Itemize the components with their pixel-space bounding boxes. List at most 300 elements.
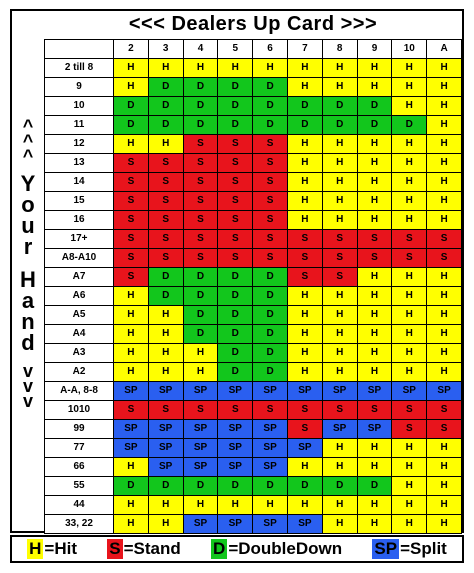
action-cell: H <box>392 135 427 154</box>
action-cell: S <box>183 173 218 192</box>
action-cell: H <box>322 173 357 192</box>
action-cell: H <box>183 59 218 78</box>
hand-row <box>45 382 462 401</box>
down-arrow-icon: v <box>22 376 33 396</box>
action-cell: S <box>253 135 288 154</box>
action-cell: H <box>357 325 392 344</box>
action-cell: H <box>427 477 462 496</box>
hand-label: 11 <box>45 116 114 135</box>
action-cell: S <box>183 249 218 268</box>
action-cell: S <box>114 268 149 287</box>
hand-label: 2 till 8 <box>45 59 114 78</box>
action-cell: D <box>392 116 427 135</box>
action-cell: D <box>148 477 183 496</box>
action-cell: H <box>322 306 357 325</box>
action-cell: H <box>357 78 392 97</box>
hand-row <box>45 211 462 230</box>
action-cell: H <box>148 344 183 363</box>
action-cell: S <box>253 230 288 249</box>
action-cell: S <box>357 401 392 420</box>
action-cell: H <box>253 59 288 78</box>
legend-key: H <box>29 539 42 558</box>
action-cell: H <box>183 344 218 363</box>
action-cell: H <box>114 306 149 325</box>
action-cell: S <box>218 173 253 192</box>
action-cell: H <box>357 192 392 211</box>
action-cell: H <box>114 135 149 154</box>
hand-label: 13 <box>45 154 114 173</box>
action-cell: H <box>322 192 357 211</box>
action-cell: D <box>218 363 253 382</box>
action-cell: S <box>392 420 427 439</box>
action-cell: H <box>148 135 183 154</box>
action-cell: SP <box>218 515 253 534</box>
hand-label: 16 <box>45 211 114 230</box>
action-cell: H <box>357 496 392 515</box>
action-cell: H <box>322 439 357 458</box>
action-cell: S <box>218 154 253 173</box>
action-cell: H <box>392 515 427 534</box>
action-cell: H <box>322 154 357 173</box>
hand-label: 9 <box>45 78 114 97</box>
action-cell: SP <box>218 439 253 458</box>
action-cell: SP <box>253 439 288 458</box>
action-cell: SP <box>114 420 149 439</box>
action-cell: H <box>253 496 288 515</box>
action-cell: SP <box>114 439 149 458</box>
action-cell: H <box>392 325 427 344</box>
action-cell: S <box>322 230 357 249</box>
action-cell: D <box>148 268 183 287</box>
action-cell: H <box>287 344 322 363</box>
action-cell: S <box>287 268 322 287</box>
hand-label: A-A, 8-8 <box>45 382 114 401</box>
action-cell: S <box>392 401 427 420</box>
action-cell: H <box>427 59 462 78</box>
side-letter: d <box>21 330 35 355</box>
action-cell: D <box>183 287 218 306</box>
action-cell: D <box>218 97 253 116</box>
action-cell: S <box>114 192 149 211</box>
action-cell: D <box>148 78 183 97</box>
hand-label: 15 <box>45 192 114 211</box>
action-cell: S <box>253 401 288 420</box>
action-cell: SP <box>287 439 322 458</box>
action-cell: H <box>357 515 392 534</box>
action-cell: S <box>392 249 427 268</box>
action-cell: S <box>218 401 253 420</box>
action-cell: D <box>114 97 149 116</box>
hand-row <box>45 458 462 477</box>
action-cell: H <box>218 59 253 78</box>
header-title: <<< Dealers Up Card >>> <box>128 13 378 35</box>
action-cell: H <box>287 173 322 192</box>
legend-text: =Split <box>400 539 447 558</box>
corner-cell <box>45 40 114 59</box>
hand-row <box>45 154 462 173</box>
action-cell: D <box>218 268 253 287</box>
action-cell: H <box>392 59 427 78</box>
strategy-table <box>44 39 462 534</box>
action-cell: H <box>357 154 392 173</box>
action-cell: H <box>114 496 149 515</box>
dealer-card-a: A <box>427 40 462 59</box>
action-cell: SP <box>218 382 253 401</box>
action-cell: S <box>218 135 253 154</box>
action-cell: SP <box>148 458 183 477</box>
action-cell: H <box>322 496 357 515</box>
action-cell: SP <box>183 458 218 477</box>
action-cell: SP <box>148 420 183 439</box>
action-cell: H <box>357 363 392 382</box>
action-cell: S <box>218 192 253 211</box>
action-cell: D <box>253 363 288 382</box>
hand-row <box>45 249 462 268</box>
dealer-card-4: 4 <box>183 40 218 59</box>
action-cell: S <box>183 230 218 249</box>
action-cell: H <box>392 477 427 496</box>
hand-row <box>45 135 462 154</box>
action-cell: S <box>148 249 183 268</box>
legend-item <box>27 539 77 559</box>
action-cell: H <box>392 154 427 173</box>
action-cell: H <box>287 135 322 154</box>
hand-row <box>45 59 462 78</box>
legend-text: =DoubleDown <box>228 539 343 558</box>
action-cell: H <box>357 59 392 78</box>
action-cell: SP <box>357 420 392 439</box>
action-cell: H <box>114 458 149 477</box>
action-cell: H <box>357 287 392 306</box>
side-letter: u <box>21 213 35 238</box>
side-letter: a <box>21 288 35 313</box>
action-cell: D <box>148 116 183 135</box>
side-letter: r <box>23 234 33 259</box>
action-cell: S <box>287 249 322 268</box>
action-cell: H <box>392 97 427 116</box>
action-cell: H <box>427 116 462 135</box>
hand-label: 77 <box>45 439 114 458</box>
action-cell: S <box>218 211 253 230</box>
action-cell: H <box>322 363 357 382</box>
legend-key: D <box>213 539 226 558</box>
action-cell: SP <box>148 382 183 401</box>
hand-row <box>45 515 462 534</box>
action-cell: S <box>148 211 183 230</box>
action-cell: SP <box>183 439 218 458</box>
hand-row <box>45 420 462 439</box>
action-cell: D <box>218 344 253 363</box>
action-cell: S <box>253 192 288 211</box>
action-cell: S <box>287 420 322 439</box>
action-cell: H <box>148 363 183 382</box>
action-cell: H <box>427 135 462 154</box>
action-cell: H <box>392 458 427 477</box>
hand-row <box>45 287 462 306</box>
legend-item <box>211 539 342 559</box>
action-cell: H <box>322 211 357 230</box>
hand-label: A5 <box>45 306 114 325</box>
action-cell: S <box>114 401 149 420</box>
action-cell: SP <box>218 420 253 439</box>
dealer-card-6: 6 <box>253 40 288 59</box>
action-cell: H <box>392 496 427 515</box>
action-cell: H <box>392 363 427 382</box>
action-cell: H <box>427 173 462 192</box>
action-cell: H <box>322 135 357 154</box>
action-cell: H <box>114 287 149 306</box>
hand-label: A3 <box>45 344 114 363</box>
action-cell: S <box>148 230 183 249</box>
action-cell: H <box>392 439 427 458</box>
action-cell: D <box>253 325 288 344</box>
action-cell: S <box>148 154 183 173</box>
action-cell: H <box>427 515 462 534</box>
action-cell: H <box>287 306 322 325</box>
legend-key: SP <box>374 539 398 558</box>
action-cell: S <box>114 154 149 173</box>
action-cell: H <box>114 59 149 78</box>
action-cell: H <box>427 78 462 97</box>
action-cell: H <box>322 287 357 306</box>
action-cell: D <box>218 306 253 325</box>
action-cell: H <box>392 78 427 97</box>
action-cell: H <box>114 78 149 97</box>
action-cell: D <box>253 306 288 325</box>
legend-item <box>107 539 181 559</box>
action-cell: H <box>357 439 392 458</box>
action-cell: D <box>218 78 253 97</box>
action-cell: S <box>183 154 218 173</box>
action-cell: D <box>253 97 288 116</box>
hand-row <box>45 439 462 458</box>
action-cell: H <box>114 344 149 363</box>
action-cell: D <box>253 116 288 135</box>
action-cell: D <box>114 116 149 135</box>
action-cell: H <box>427 363 462 382</box>
action-cell: D <box>253 287 288 306</box>
action-cell: SP <box>322 382 357 401</box>
hand-label: 55 <box>45 477 114 496</box>
dealer-card-8: 8 <box>322 40 357 59</box>
action-cell: SP <box>183 420 218 439</box>
up-arrow-icon: ^ <box>22 146 34 166</box>
action-cell: SP <box>392 382 427 401</box>
dealer-card-9: 9 <box>357 40 392 59</box>
action-cell: H <box>357 135 392 154</box>
action-cell: D <box>183 306 218 325</box>
hand-label: 1010 <box>45 401 114 420</box>
action-cell: H <box>287 211 322 230</box>
dealer-card-5: 5 <box>218 40 253 59</box>
action-cell: H <box>322 325 357 344</box>
hand-row <box>45 173 462 192</box>
action-cell: S <box>218 230 253 249</box>
down-arrow-icon: v <box>22 391 33 411</box>
action-cell: H <box>392 306 427 325</box>
action-cell: D <box>183 268 218 287</box>
hand-row <box>45 344 462 363</box>
action-cell: D <box>114 477 149 496</box>
action-cell: SP <box>357 382 392 401</box>
action-cell: H <box>183 496 218 515</box>
action-cell: D <box>218 287 253 306</box>
your-hand-side-label <box>12 39 44 531</box>
action-cell: H <box>357 306 392 325</box>
action-cell: H <box>392 344 427 363</box>
action-cell: S <box>357 230 392 249</box>
hand-row <box>45 116 462 135</box>
side-letter: Y <box>20 171 36 196</box>
action-cell: S <box>322 268 357 287</box>
action-cell: D <box>253 268 288 287</box>
action-cell: H <box>427 496 462 515</box>
action-cell: H <box>287 458 322 477</box>
action-cell: D <box>183 78 218 97</box>
action-cell: H <box>427 344 462 363</box>
dealer-card-7: 7 <box>287 40 322 59</box>
action-cell: H <box>427 439 462 458</box>
action-cell: H <box>148 306 183 325</box>
action-cell: D <box>253 78 288 97</box>
action-cell: S <box>427 401 462 420</box>
action-cell: S <box>322 249 357 268</box>
action-cell: H <box>357 173 392 192</box>
action-cell: H <box>427 192 462 211</box>
action-cell: D <box>322 116 357 135</box>
up-arrow-icon: ^ <box>22 116 34 136</box>
action-cell: SP <box>427 382 462 401</box>
legend-item <box>372 539 446 559</box>
action-cell: D <box>183 97 218 116</box>
hand-label: A7 <box>45 268 114 287</box>
action-cell: H <box>427 154 462 173</box>
action-cell: D <box>148 97 183 116</box>
action-cell: H <box>322 458 357 477</box>
legend <box>10 535 464 563</box>
action-cell: S <box>183 401 218 420</box>
action-cell: D <box>287 116 322 135</box>
action-cell: H <box>427 287 462 306</box>
action-cell: S <box>427 230 462 249</box>
action-cell: D <box>183 325 218 344</box>
action-cell: H <box>148 496 183 515</box>
action-cell: H <box>148 515 183 534</box>
action-cell: SP <box>183 515 218 534</box>
hand-row <box>45 192 462 211</box>
action-cell: D <box>322 477 357 496</box>
action-cell: H <box>427 211 462 230</box>
action-cell: H <box>322 344 357 363</box>
action-cell: SP <box>287 382 322 401</box>
action-cell: S <box>253 173 288 192</box>
action-cell: D <box>183 477 218 496</box>
down-arrow-icon: v <box>22 361 33 381</box>
up-arrow-icon: ^ <box>22 131 34 151</box>
action-cell: H <box>357 268 392 287</box>
strategy-table-body <box>45 59 462 534</box>
hand-row <box>45 477 462 496</box>
dealer-card-header-row <box>45 40 462 59</box>
action-cell: S <box>183 192 218 211</box>
action-cell: H <box>114 363 149 382</box>
hand-row <box>45 363 462 382</box>
action-cell: H <box>427 268 462 287</box>
hand-row <box>45 306 462 325</box>
action-cell: SP <box>253 458 288 477</box>
action-cell: D <box>253 344 288 363</box>
action-cell: H <box>287 287 322 306</box>
action-cell: H <box>218 496 253 515</box>
action-cell: H <box>287 325 322 344</box>
action-cell: S <box>183 211 218 230</box>
hand-row <box>45 496 462 515</box>
action-cell: S <box>392 230 427 249</box>
hand-label: 14 <box>45 173 114 192</box>
action-cell: H <box>392 192 427 211</box>
side-letter: o <box>21 192 35 217</box>
action-cell: S <box>357 249 392 268</box>
action-cell: S <box>114 211 149 230</box>
action-cell: D <box>287 477 322 496</box>
action-cell: S <box>114 230 149 249</box>
legend-text: =Stand <box>123 539 181 558</box>
action-cell: S <box>427 420 462 439</box>
hand-label: 33, 22 <box>45 515 114 534</box>
hand-row <box>45 97 462 116</box>
action-cell: S <box>253 211 288 230</box>
action-cell: S <box>427 249 462 268</box>
action-cell: H <box>427 325 462 344</box>
hand-row <box>45 325 462 344</box>
action-cell: H <box>287 78 322 97</box>
action-cell: D <box>148 287 183 306</box>
action-cell: H <box>392 211 427 230</box>
hand-label: 12 <box>45 135 114 154</box>
action-cell: H <box>148 59 183 78</box>
action-cell: H <box>392 173 427 192</box>
action-cell: S <box>287 230 322 249</box>
action-cell: S <box>148 192 183 211</box>
action-cell: SP <box>253 515 288 534</box>
action-cell: H <box>114 515 149 534</box>
action-cell: H <box>322 78 357 97</box>
action-cell: S <box>148 173 183 192</box>
action-cell: S <box>114 249 149 268</box>
action-cell: D <box>253 477 288 496</box>
dealer-card-3: 3 <box>148 40 183 59</box>
hand-label: 66 <box>45 458 114 477</box>
action-cell: D <box>218 116 253 135</box>
action-cell: S <box>183 135 218 154</box>
action-cell: H <box>287 496 322 515</box>
action-cell: H <box>322 515 357 534</box>
action-cell: SP <box>287 515 322 534</box>
action-cell: H <box>148 325 183 344</box>
action-cell: H <box>357 458 392 477</box>
action-cell: H <box>287 363 322 382</box>
action-cell: D <box>218 477 253 496</box>
hand-row <box>45 78 462 97</box>
legend-key: S <box>109 539 121 558</box>
hand-row <box>45 230 462 249</box>
action-cell: S <box>148 401 183 420</box>
hand-label: 99 <box>45 420 114 439</box>
action-cell: H <box>287 192 322 211</box>
action-cell: H <box>287 59 322 78</box>
side-letter: n <box>21 309 35 334</box>
action-cell: H <box>357 211 392 230</box>
